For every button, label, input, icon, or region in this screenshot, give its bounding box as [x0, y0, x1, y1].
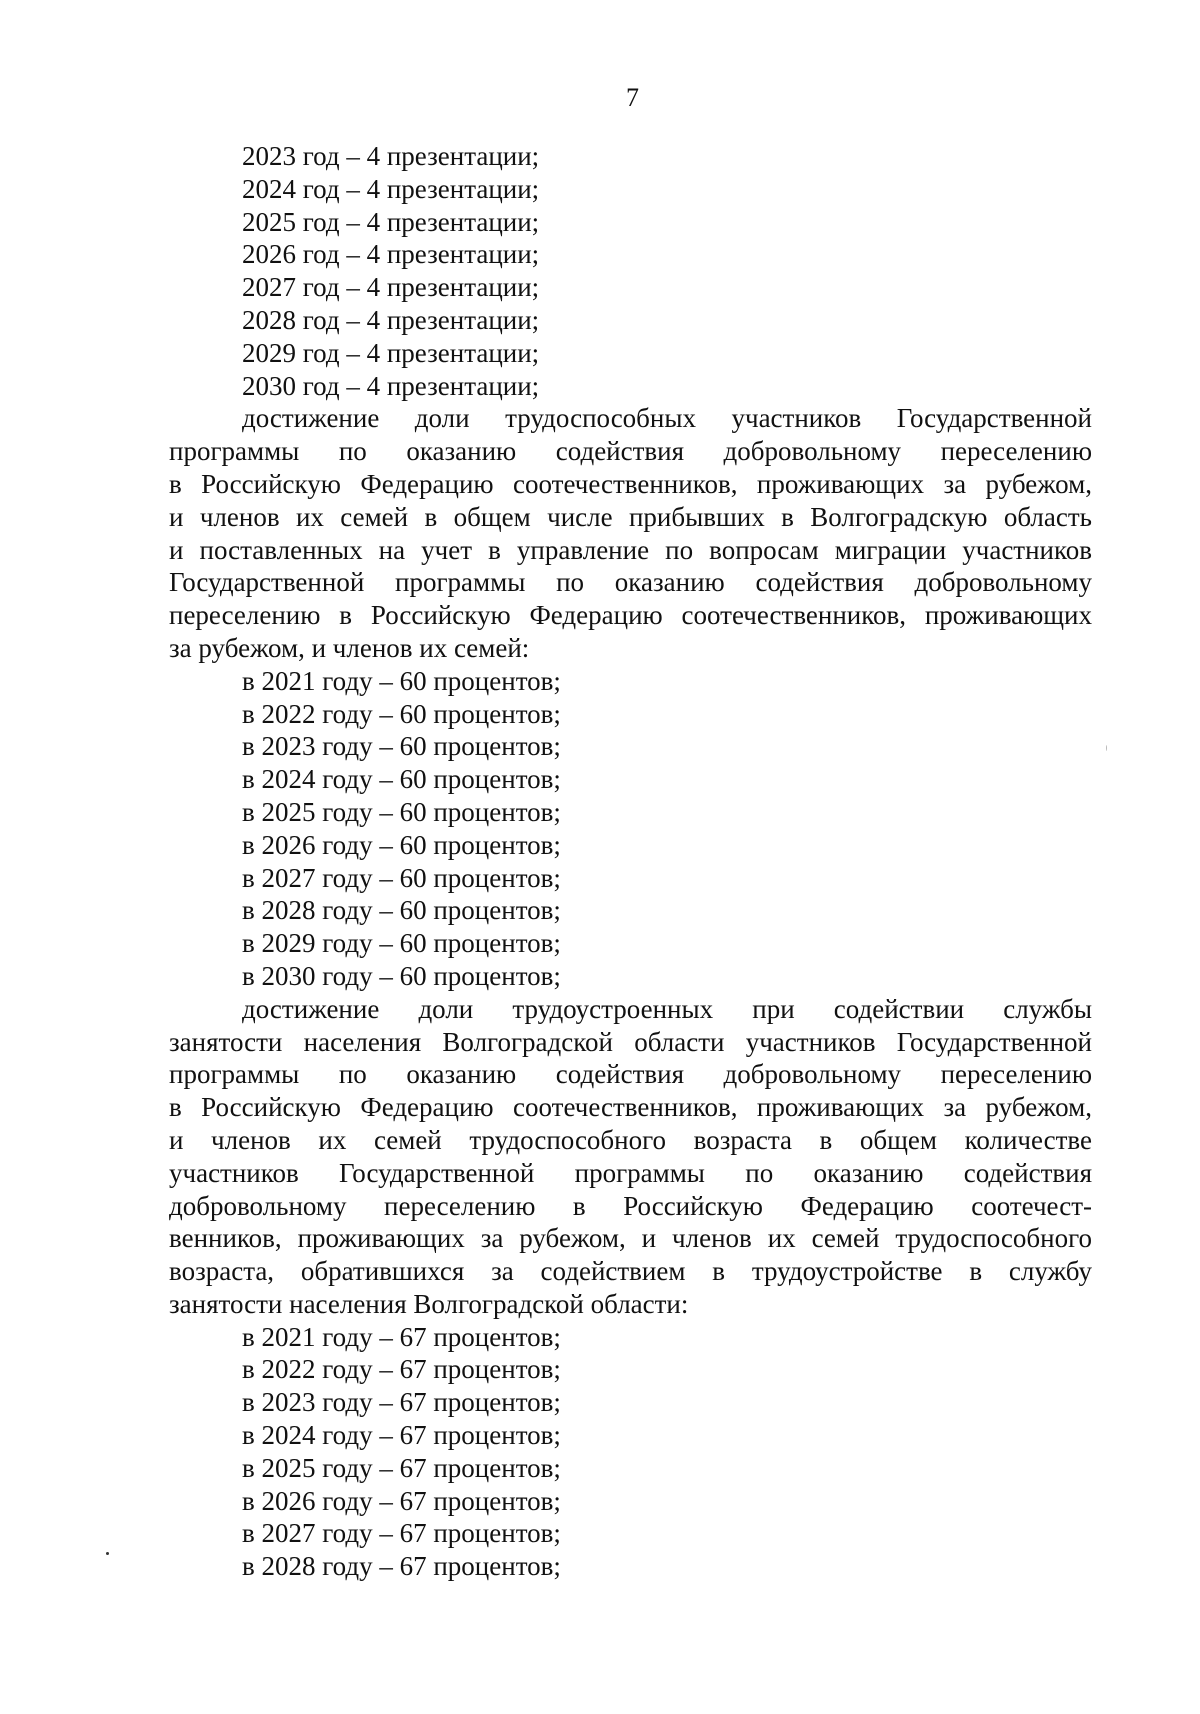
list-item: 2029 год – 4 презентации; [242, 337, 540, 368]
list-item: 2025 год – 4 презентации; [242, 206, 540, 237]
paragraph-able-bodied-share [169, 402, 1092, 664]
paragraph-line: переселению в Российскую Федерацию соотечественников, проживающих [169, 600, 1092, 631]
page-number: 7 [626, 83, 639, 112]
list-item: в 2027 году – 67 процентов; [242, 1518, 561, 1549]
paragraph-line: венников, проживающих за рубежом, и членов их семей трудоспособного [169, 1223, 1092, 1254]
list-item: в 2023 году – 60 процентов; [242, 731, 561, 762]
paragraph-line: в Российскую Федерацию соотечественников, проживающих за рубежом, [169, 468, 1092, 499]
paragraph-line: занятости населения Волгоградской области участников Государственной [169, 1026, 1092, 1057]
paragraph-line: программы по оказанию содействия добровольному переселению [169, 1059, 1092, 1090]
list-item: 2026 год – 4 презентации; [242, 239, 540, 270]
list-item: в 2022 году – 67 процентов; [242, 1354, 561, 1385]
list-item: в 2028 году – 67 процентов; [242, 1551, 561, 1582]
paragraph-line: добровольному переселению в Российскую Федерацию соотечест- [169, 1190, 1092, 1221]
list-item: в 2025 году – 67 процентов; [242, 1452, 561, 1483]
list-item: в 2023 году – 67 процентов; [242, 1387, 561, 1418]
list-item: 2024 год – 4 презентации; [242, 173, 540, 204]
list-item: в 2024 году – 60 процентов; [242, 764, 561, 795]
paragraph-line: занятости населения Волгоградской области: [169, 1288, 689, 1319]
paragraph-line: в Российскую Федерацию соотечественников, проживающих за рубежом, [169, 1092, 1092, 1123]
list-item: в 2025 году – 60 процентов; [242, 796, 561, 827]
list-item: 2023 год – 4 презентации; [242, 141, 540, 171]
list-item: в 2030 году – 60 процентов; [242, 960, 561, 991]
paragraph-line: и членов их семей в общем числе прибывших в Волгоградскую область [169, 501, 1092, 532]
list-item: в 2027 году – 60 процентов; [242, 862, 561, 893]
paragraph-line: за рубежом, и членов их семей: [169, 632, 530, 663]
paragraph-line: возраста, обратившихся за содействием в трудоустройстве в службу [169, 1256, 1092, 1287]
presentations-list [169, 140, 1092, 402]
list-item: в 2028 году – 60 процентов; [242, 895, 561, 926]
scan-speck [106, 1552, 109, 1555]
paragraph-line: достижение доли трудоспособных участников Государственной [242, 403, 1092, 434]
paragraph-employed-share [169, 993, 1092, 1321]
paragraph-line: достижение доли трудоустроенных при содействии службы [242, 993, 1092, 1024]
list-item: 2027 год – 4 презентации; [242, 272, 540, 303]
list-item: в 2021 году – 67 процентов; [242, 1321, 561, 1352]
scan-speck [1106, 745, 1107, 751]
able-bodied-share-list [169, 665, 1092, 993]
list-item: в 2026 году – 67 процентов; [242, 1485, 561, 1516]
list-item: в 2022 году – 60 процентов; [242, 698, 561, 729]
list-item: в 2029 году – 60 процентов; [242, 928, 561, 959]
paragraph-line: и поставленных на учет в управление по вопросам миграции участников [169, 534, 1092, 565]
list-item: 2030 год – 4 презентации; [242, 370, 540, 401]
employed-share-list [169, 1321, 1092, 1583]
document-body [169, 140, 1092, 1583]
paragraph-line: и членов их семей трудоспособного возраста в общем количестве [169, 1124, 1092, 1155]
list-item: в 2021 году – 60 процентов; [242, 665, 561, 696]
list-item: в 2026 году – 60 процентов; [242, 829, 561, 860]
list-item: 2028 год – 4 презентации; [242, 304, 540, 335]
paragraph-line: участников Государственной программы по оказанию содействия [169, 1157, 1092, 1188]
paragraph-line: Государственной программы по оказанию содействия добровольному [169, 567, 1092, 598]
paragraph-line: программы по оказанию содействия добровольному переселению [169, 436, 1092, 467]
list-item: в 2024 году – 67 процентов; [242, 1420, 561, 1451]
